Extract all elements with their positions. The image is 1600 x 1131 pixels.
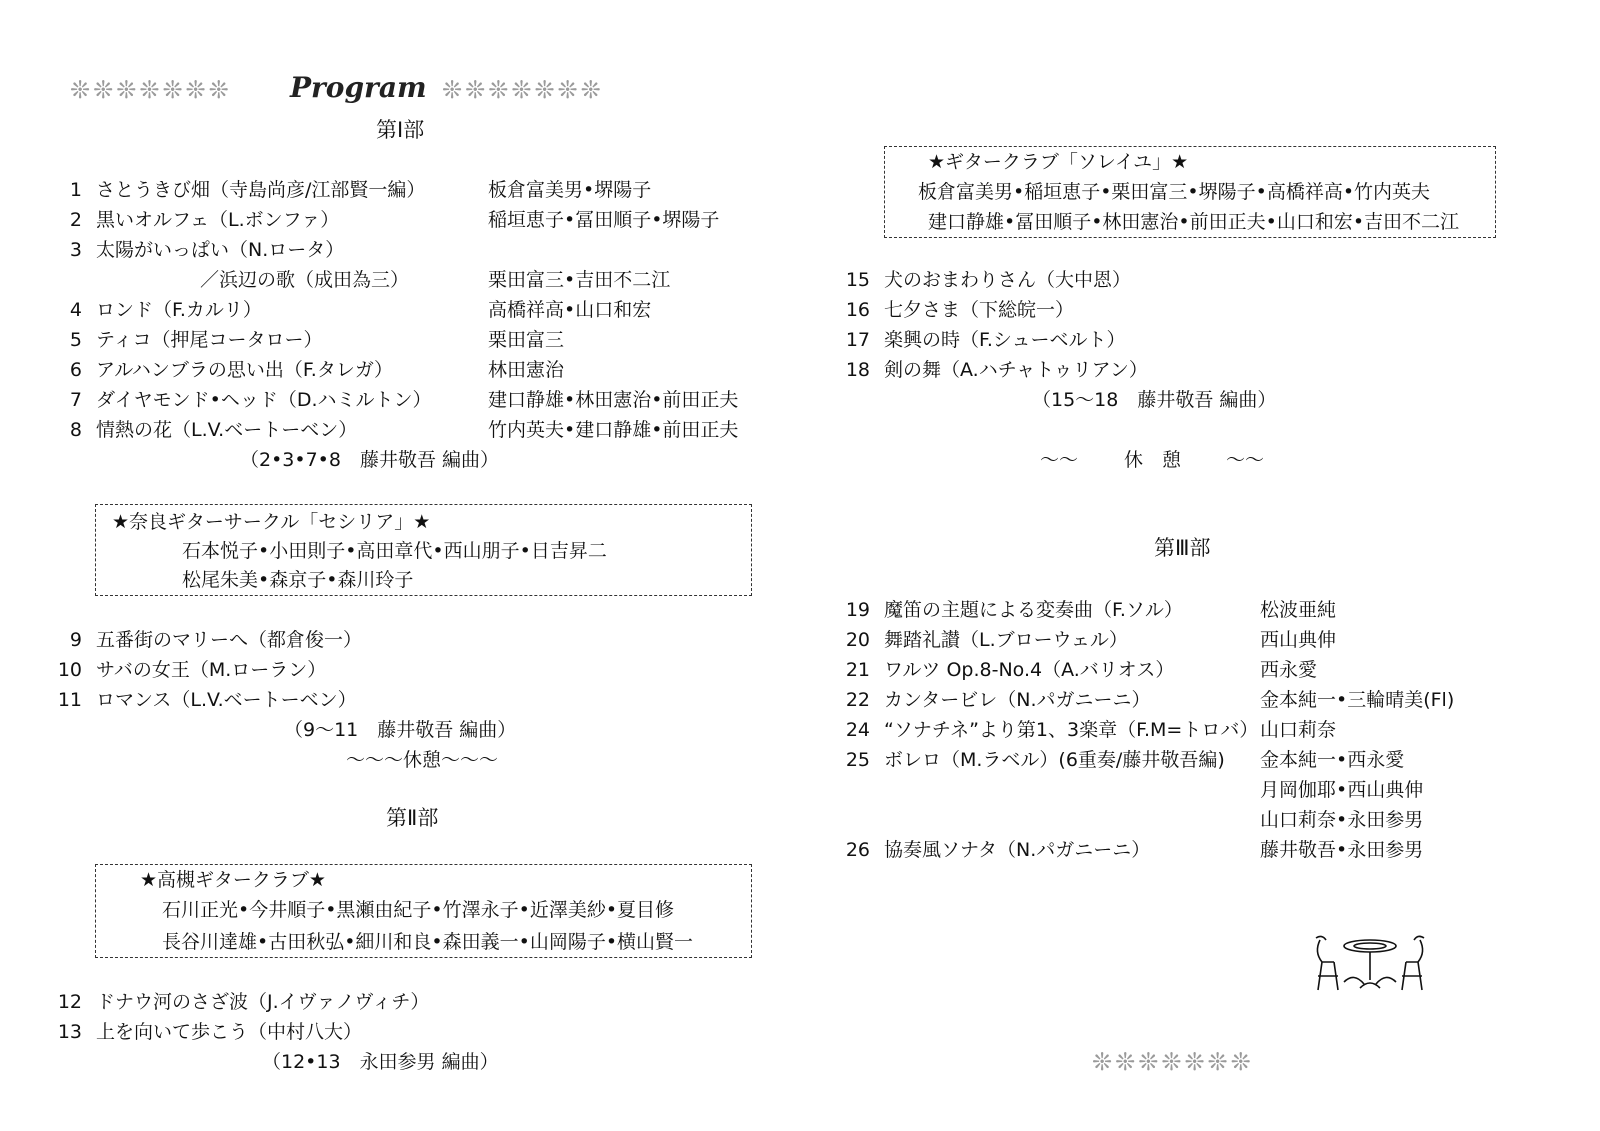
list-item: 17 楽興の時（F.シューベルト） — [845, 329, 1126, 351]
intermission: ～～～休憩～～～ — [346, 749, 499, 771]
list-item: 11 ロマンス（L.V.ベートーベン） — [57, 689, 357, 711]
list-item: 9 五番街のマリーへ（都倉俊一） — [69, 629, 363, 651]
performers: 林田憲治 — [488, 359, 565, 381]
list-item: 3 太陽がいっぱい（N.ロータ） — [69, 239, 345, 261]
list-item: 19 魔笛の主題による変奏曲（F.ソル） — [845, 599, 1183, 621]
list-item: 15 犬のおまわりさん（大中恩） — [845, 269, 1132, 291]
cafe-table-chairs-icon — [1308, 932, 1432, 994]
group-members: 石川正光•今井順子•黒瀬由紀子•竹澤永子•近澤美紗•夏目修 — [162, 899, 675, 921]
list-item: 22 カンタービレ（N.パガニーニ） — [845, 689, 1151, 711]
list-item: 18 剣の舞（A.ハチャトゥリアン） — [845, 359, 1148, 381]
program-title: Program — [290, 71, 427, 104]
intermission-right: ～～ — [1226, 449, 1265, 471]
group-title: ★高槻ギタークラブ★ — [140, 869, 326, 891]
list-item: 20 舞踏礼讃（L.ブローウェル） — [845, 629, 1128, 651]
group-title: ★奈良ギターサークル「セシリア」★ — [112, 511, 431, 533]
list-item: 24 “ソナチネ”より第1、3楽章（F.M=トロバ） — [845, 719, 1259, 741]
performers: 栗田富三•吉田不二江 — [488, 269, 671, 291]
group-members: 板倉富美男•稲垣恵子•栗田富三•堺陽子•高橋祥高•竹内英夫 — [918, 181, 1431, 203]
group-title: ★ギタークラブ「ソレイユ」★ — [928, 151, 1189, 173]
performers: 西永愛 — [1260, 659, 1318, 681]
list-item: 16 七夕さま（下総皖一） — [845, 299, 1075, 321]
list-item: 1 さとうきび畑（寺島尚彦/江部賢一編） — [69, 179, 426, 201]
list-item: 25 ボレロ（M.ラベル）(6重奏/藤井敬吾編) — [845, 749, 1225, 771]
performers: 高橋祥高•山口和宏 — [488, 299, 652, 321]
intermission: 休 憩 — [1124, 449, 1182, 471]
performers: 松波亜純 — [1260, 599, 1337, 621]
intermission-left: ～～ — [1040, 449, 1079, 471]
performers: 板倉富美男•堺陽子 — [488, 179, 652, 201]
performers: 山口莉奈•永田参男 — [1260, 809, 1424, 831]
header-stars-right: ❊❊❊❊❊❊❊ — [442, 76, 604, 104]
performers: 月岡伽耶•西山典伸 — [1260, 779, 1424, 801]
list-item: 5 ティコ（押尾コータロー） — [69, 329, 323, 351]
list-item: 12 ドナウ河のさざ波（J.イヴァノヴィチ） — [57, 991, 430, 1013]
group-members: 松尾朱美•森京子•森川玲子 — [182, 569, 414, 591]
list-item: 6 アルハンブラの思い出（F.タレガ） — [69, 359, 394, 381]
arranger-note: （12•13 永田参男 編曲） — [262, 1051, 499, 1073]
list-item: 26 協奏風ソナタ（N.パガニーニ） — [845, 839, 1151, 861]
footer-stars: ❊❊❊❊❊❊❊ — [1092, 1048, 1254, 1076]
list-item: ／浜辺の歌（成田為三） — [200, 269, 410, 291]
part3-heading: 第Ⅲ部 — [1154, 536, 1211, 560]
part1-heading: 第Ⅰ部 — [376, 118, 425, 142]
list-item: 21 ワルツ Op.8-No.4（A.バリオス） — [845, 659, 1175, 681]
arranger-note: （9～11 藤井敬吾 編曲） — [284, 719, 517, 741]
list-item: 7 ダイヤモンド•ヘッド（D.ハミルトン） — [69, 389, 432, 411]
performers: 稲垣恵子•冨田順子•堺陽子 — [488, 209, 720, 231]
performers: 西山典伸 — [1260, 629, 1337, 651]
list-item: 4 ロンド（F.カルリ） — [69, 299, 262, 321]
list-item: 10 サバの女王（M.ローラン） — [57, 659, 327, 681]
performers: 竹内英夫•建口静雄•前田正夫 — [488, 419, 739, 441]
group-members: 石本悦子•小田則子•高田章代•西山朋子•日吉昇二 — [182, 540, 607, 562]
performers: 金本純一•三輪晴美(Fl) — [1260, 689, 1455, 711]
performers: 金本純一•西永愛 — [1260, 749, 1405, 771]
group-members: 建口静雄•冨田順子•林田憲治•前田正夫•山口和宏•吉田不二江 — [928, 211, 1460, 233]
arranger-note: （2•3•7•8 藤井敬吾 編曲） — [240, 449, 500, 471]
list-item: 8 情熱の花（L.V.ベートーベン） — [69, 419, 358, 441]
list-item: 2 黒いオルフェ（L.ボンファ） — [69, 209, 340, 231]
performers: 建口静雄•林田憲治•前田正夫 — [488, 389, 739, 411]
header-stars-left: ❊❊❊❊❊❊❊ — [70, 76, 232, 104]
performers: 栗田富三 — [488, 329, 565, 351]
performers: 藤井敬吾•永田参男 — [1260, 839, 1424, 861]
arranger-note: （15～18 藤井敬吾 編曲） — [1032, 389, 1277, 411]
group-members: 長谷川達雄•古田秋弘•細川和良•森田義一•山岡陽子•横山賢一 — [162, 931, 694, 953]
list-item: 13 上を向いて歩こう（中村八大） — [57, 1021, 363, 1043]
part2-heading: 第Ⅱ部 — [386, 806, 439, 830]
performers: 山口莉奈 — [1260, 719, 1337, 741]
